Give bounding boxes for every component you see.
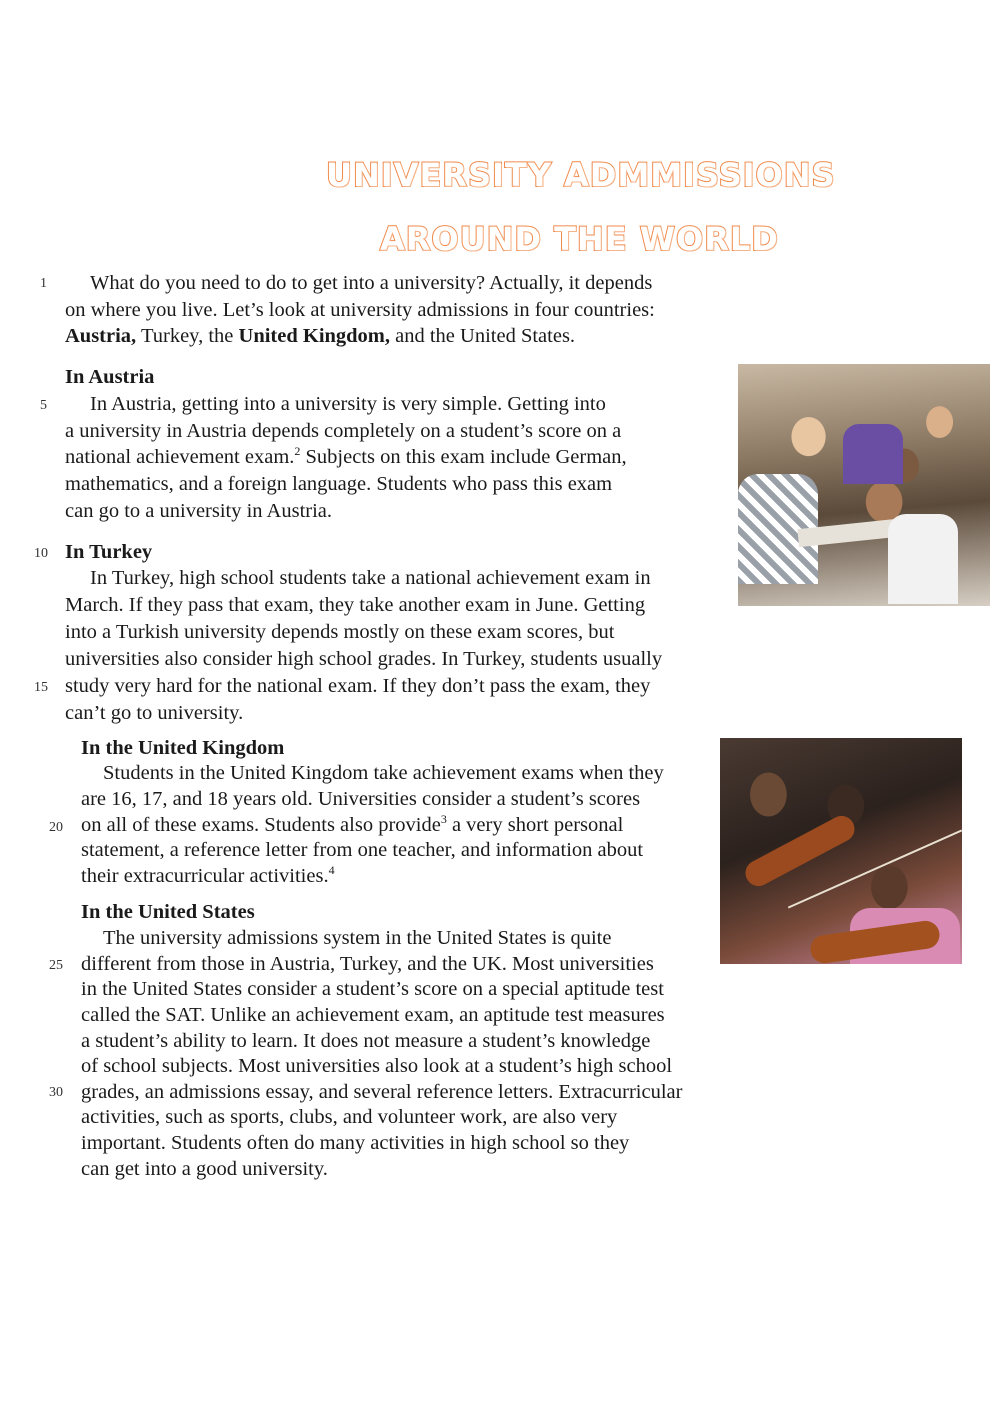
us-line-6: of school subjects. Most universities also look at a student’s high school	[81, 1055, 673, 1077]
title-line-2: AROUND THE WORLD	[380, 220, 779, 258]
us-line-9: important. Students often do many activities in high school so they	[81, 1132, 630, 1154]
austria-text: Subjects on this exam include German,	[300, 446, 627, 468]
uk-line-4: statement, a reference letter from one teacher, and information about	[81, 839, 644, 861]
footnote-marker: 2	[294, 444, 301, 459]
austria-line-1: In Austria, getting into a university is very simple. Getting into	[90, 393, 606, 415]
uk-line-5	[81, 863, 335, 889]
line-number-25: 25	[49, 958, 63, 973]
country-austria: Austria,	[65, 325, 137, 347]
intro-text: and the United States.	[390, 325, 576, 347]
turkey-line-4: universities also consider high school grades. In Turkey, students usually	[65, 648, 663, 670]
line-number-30: 30	[49, 1085, 63, 1100]
student-figure	[843, 424, 903, 484]
line-number-1: 1	[40, 276, 47, 291]
student-figure	[888, 514, 958, 604]
turkey-line-5: study very hard for the national exam. If they don’t pass the exam, they	[65, 675, 651, 697]
turkey-line-3: into a Turkish university depends mostly on these exam scores, but	[65, 621, 615, 643]
orchestra-students-photo	[720, 738, 962, 964]
austria-text: national achievement exam.	[65, 446, 295, 468]
intro-line-3	[65, 323, 575, 349]
line-number-10: 10	[34, 546, 48, 561]
austria-line-3	[65, 444, 627, 470]
us-line-10: can get into a good university.	[81, 1158, 328, 1180]
country-uk: United Kingdom,	[238, 325, 391, 347]
us-line-3: in the United States consider a student’s score on a special aptitude test	[81, 978, 664, 1000]
austria-line-2: a university in Austria depends completely on a student’s score on a	[65, 420, 622, 442]
intro-text: Turkey, the	[136, 325, 239, 347]
footnote-marker: 3	[440, 812, 447, 827]
heading-turkey: In Turkey	[65, 541, 153, 563]
line-number-15: 15	[34, 680, 48, 695]
line-number-5: 5	[40, 398, 47, 413]
us-line-5: a student’s ability to learn. It does not measure a student’s knowledge	[81, 1030, 651, 1052]
intro-line-1: What do you need to do to get into a university? Actually, it depends	[90, 272, 653, 294]
title-line-1: UNIVERSITY ADMMISSIONS	[326, 156, 836, 194]
heading-us: In the United States	[81, 901, 255, 923]
austria-line-4: mathematics, and a foreign language. Students who pass this exam	[65, 473, 613, 495]
turkey-line-2: March. If they pass that exam, they take another exam in June. Getting	[65, 594, 646, 616]
heading-austria: In Austria	[65, 366, 155, 388]
intro-line-2: on where you live. Let’s look at university admissions in four countries:	[65, 299, 655, 321]
us-line-2: different from those in Austria, Turkey, and the UK. Most universities	[81, 953, 654, 975]
austria-line-5: can go to a university in Austria.	[65, 500, 333, 522]
violin-shape	[741, 811, 859, 890]
uk-text: a very short personal	[446, 814, 624, 836]
uk-line-2: are 16, 17, and 18 years old. Universities consider a student’s scores	[81, 788, 641, 810]
line-number-20: 20	[49, 820, 63, 835]
us-line-8: activities, such as sports, clubs, and volunteer work, are also very	[81, 1106, 618, 1128]
uk-text: on all of these exams. Students also provide	[81, 814, 441, 836]
uk-line-1: Students in the United Kingdom take achievement exams when they	[103, 762, 664, 784]
uk-text: their extracurricular activities.	[81, 865, 329, 887]
us-line-7: grades, an admissions essay, and several reference letters. Extracurricular	[81, 1081, 683, 1103]
heading-uk: In the United Kingdom	[81, 737, 285, 759]
turkey-line-6: can’t go to university.	[65, 702, 244, 724]
classroom-exam-photo	[738, 364, 990, 606]
turkey-line-1: In Turkey, high school students take a national achievement exam in	[90, 567, 651, 589]
us-line-1: The university admissions system in the United States is quite	[103, 927, 612, 949]
footnote-marker: 4	[328, 863, 335, 878]
us-line-4: called the SAT. Unlike an achievement exam, an aptitude test measures	[81, 1004, 665, 1026]
uk-line-3	[81, 812, 623, 838]
